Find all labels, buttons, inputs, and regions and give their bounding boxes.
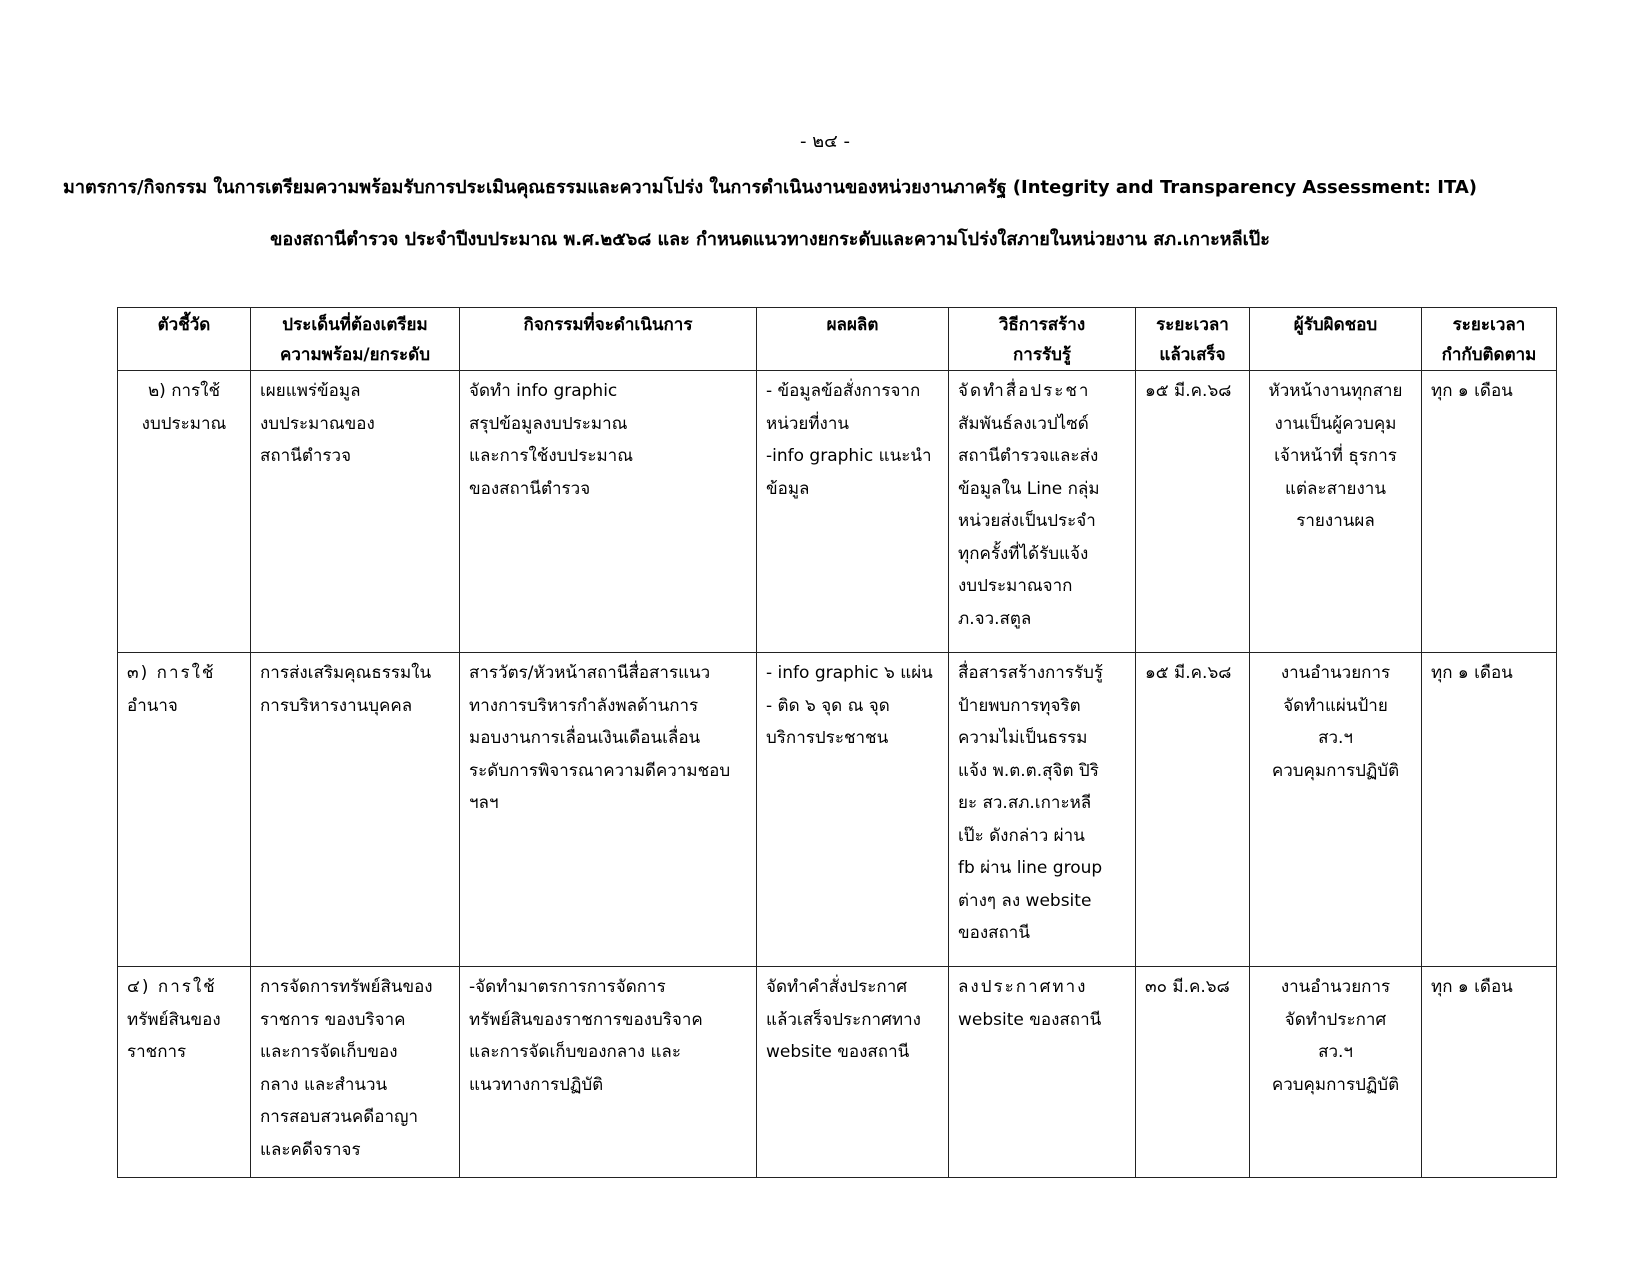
table-row xyxy=(118,967,1557,1178)
cell-monitoring: ทุก ๑ เดือน xyxy=(1422,653,1557,967)
cell-indicator: ๒) การใช้ งบประมาณ xyxy=(118,371,251,653)
header-method: วิธีการสร้าง การรับรู้ xyxy=(949,308,1136,371)
cell-output: - info graphic ๖ แผ่น - ติด ๖ จุด ณ จุด บริการประชาชน xyxy=(757,653,949,967)
cell-deadline: ๑๕ มี.ค.๖๘ xyxy=(1136,371,1250,653)
cell-deadline: ๓๐ มี.ค.๖๘ xyxy=(1136,967,1250,1178)
header-monitoring: ระยะเวลา กำกับติดตาม xyxy=(1422,308,1557,371)
cell-monitoring: ทุก ๑ เดือน xyxy=(1422,371,1557,653)
cell-issue: การส่งเสริมคุณธรรมใน การบริหารงานบุคคล xyxy=(251,653,460,967)
table-row xyxy=(118,371,1557,653)
cell-responsible: หัวหน้างานทุกสาย งานเป็นผู้ควบคุม เจ้าหน้าที่ ธุรการ แต่ละสายงาน รายงานผล xyxy=(1250,371,1422,653)
document-title-line-2: ของสถานีตำรวจ ประจำปีงบประมาณ พ.ศ.๒๕๖๘ และ กำหนดแนวทางยกระดับและความโปร่งใสภายในหน่วยงาน สภ.เกาะหลีเป๊ะ xyxy=(270,229,1270,250)
document-title-line-1: มาตรการ/กิจกรรม ในการเตรียมความพร้อมรับการประเมินคุณธรรมและความโปร่ง ในการดำเนินงานของหน่วยงานภาครัฐ (Integrity and Transparency Assessment: ITA) xyxy=(63,177,1477,198)
header-activity: กิจกรรมที่จะดำเนินการ xyxy=(460,308,757,371)
header-responsible: ผู้รับผิดชอบ xyxy=(1250,308,1422,371)
page-number: - ๒๔ - xyxy=(800,131,850,152)
header-indicator: ตัวชี้วัด xyxy=(118,308,251,371)
header-issue: ประเด็นที่ต้องเตรียม ความพร้อม/ยกระดับ xyxy=(251,308,460,371)
table-row xyxy=(118,653,1557,967)
cell-activity: -จัดทำมาตรการการจัดการ ทรัพย์สินของราชการของบริจาค และการจัดเก็บของกลาง และ แนวทางการปฏิบัติ xyxy=(460,967,757,1178)
cell-indicator: ๔) การใช้ ทรัพย์สินของ ราชการ xyxy=(118,967,251,1178)
cell-output: - ข้อมูลข้อสั่งการจาก หน่วยที่งาน -info graphic แนะนำ ข้อมูล xyxy=(757,371,949,653)
measures-table xyxy=(117,307,1557,1178)
cell-method: สื่อสารสร้างการรับรู้ ป้ายพบการทุจริต ความไม่เป็นธรรม แจ้ง พ.ต.ต.สุจิต ปิริ ยะ สว.สภ.เกาะหลี เป๊ะ ดังกล่าว ผ่าน fb ผ่าน line group ต่างๆ ลง website ของสถานี xyxy=(949,653,1136,967)
cell-method: ลงประกาศทาง website ของสถานี xyxy=(949,967,1136,1178)
cell-output: จัดทำคำสั่งประกาศ แล้วเสร็จประกาศทาง website ของสถานี xyxy=(757,967,949,1178)
cell-deadline: ๑๕ มี.ค.๖๘ xyxy=(1136,653,1250,967)
cell-activity: สารวัตร/หัวหน้าสถานีสื่อสารแนว ทางการบริหารกำลังพลด้านการ มอบงานการเลื่อนเงินเดือนเลื่อน ระดับการพิจารณาความดีความชอบ ฯลฯ xyxy=(460,653,757,967)
cell-issue: การจัดการทรัพย์สินของ ราชการ ของบริจาค และการจัดเก็บของ กลาง และสำนวน การสอบสวนคดีอาญา และคดีจราจร xyxy=(251,967,460,1178)
header-output: ผลผลิต xyxy=(757,308,949,371)
cell-method: จัดทำสื่อประชา สัมพันธ์ลงเวปไซด์ สถานีตำรวจและส่ง ข้อมูลใน Line กลุ่ม หน่วยส่งเป็นประจำ ทุกครั้งที่ได้รับแจ้ง งบประมาณจาก ภ.จว.สตูล xyxy=(949,371,1136,653)
cell-responsible: งานอำนวยการ จัดทำแผ่นป้าย สว.ฯ ควบคุมการปฏิบัติ xyxy=(1250,653,1422,967)
cell-responsible: งานอำนวยการ จัดทำประกาศ สว.ฯ ควบคุมการปฏิบัติ xyxy=(1250,967,1422,1178)
table-header-row xyxy=(118,308,1557,371)
cell-activity: จัดทำ info graphic สรุปข้อมูลงบประมาณ และการใช้งบประมาณ ของสถานีตำรวจ xyxy=(460,371,757,653)
cell-indicator: ๓) การใช้ อำนาจ xyxy=(118,653,251,967)
cell-issue: เผยแพร่ข้อมูล งบประมาณของ สถานีตำรวจ xyxy=(251,371,460,653)
cell-monitoring: ทุก ๑ เดือน xyxy=(1422,967,1557,1178)
header-deadline: ระยะเวลา แล้วเสร็จ xyxy=(1136,308,1250,371)
